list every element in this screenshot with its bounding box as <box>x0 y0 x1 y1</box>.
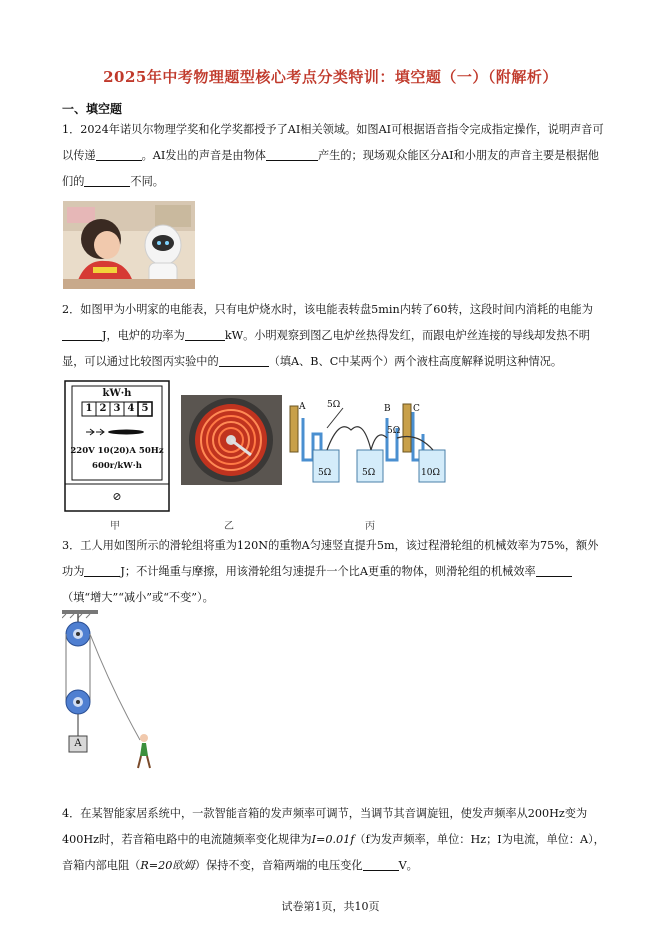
weight-a-label: A <box>74 738 82 749</box>
q1-text-2: 。AI发出的声音是由物体 <box>141 149 266 162</box>
resistor-label: 5Ω <box>318 468 332 478</box>
meter-unit: kW·h <box>102 388 132 399</box>
q2-text-3: kW。小明观察到图乙电炉丝热得发红，而跟电炉丝连接的导线却发热不明显，可以通过比较图丙实验中的 <box>62 329 590 368</box>
answer-blank[interactable] <box>536 563 572 577</box>
q2-text-1: 2．如图甲为小明家的电能表，只有电炉烧水时，该电能表转盘5min内转了60转，这段时间内消耗的电能为 <box>62 303 593 316</box>
meter-digit: 2 <box>99 403 107 414</box>
meter-digit: 4 <box>127 403 135 414</box>
tube-b-label: B <box>384 404 391 414</box>
q2-text-2: J，电炉的功率为 <box>102 329 185 342</box>
resistor-label: 5Ω <box>327 400 341 410</box>
joule-heating-apparatus <box>287 398 447 490</box>
meter-digit: 5 <box>141 403 149 414</box>
q1-text-1: 1．2024年诺贝尔物理学奖和化学奖都授予了AI相关领域。如图AI可根据语音指令完成指定操作，说明声音可以传递 <box>62 123 604 162</box>
q4-text-3: ）保持不变，音箱两端的电压变化 <box>194 859 363 872</box>
q1-text-4: 不同。 <box>130 175 164 188</box>
resistor-label: 10Ω <box>421 468 440 478</box>
meter-digit: 3 <box>113 403 121 414</box>
answer-blank[interactable] <box>84 173 130 187</box>
answer-blank[interactable] <box>219 353 269 367</box>
question-4 <box>62 801 607 879</box>
caption-a: 甲 <box>110 521 120 532</box>
answer-blank[interactable] <box>363 857 399 871</box>
child-robot-photo <box>63 201 195 289</box>
caption-b: 乙 <box>224 521 234 532</box>
question-3 <box>62 533 607 611</box>
section-heading: 一、填空题 <box>62 102 123 116</box>
q4-text-4: V。 <box>398 859 418 872</box>
q4-text-1: 4．在某智能家居系统中，一款智能音箱的发声频率可调节，当调节其音调旋钮，使发声频率从200Hz变为400Hz时，若音箱电路中的电流随频率变化规律为 <box>62 807 588 846</box>
answer-blank[interactable] <box>84 563 120 577</box>
answer-blank[interactable] <box>266 147 318 161</box>
answer-blank[interactable] <box>62 327 102 341</box>
meter-digit: 1 <box>85 403 93 414</box>
page-title: 2025年中考物理题型核心考点分类特训：填空题（一）（附解析） <box>103 68 558 86</box>
q2-text-4: （填A、B、C中某两个）两个液柱高度解释说明这种情况。 <box>268 355 563 368</box>
energy-meter-figure <box>64 380 170 512</box>
electric-stove-photo <box>181 395 282 485</box>
q4-text-2: （f为发声频率，单位：Hz；I为电流，单位：A），音箱内部电阻（ <box>62 833 605 872</box>
q1-text-3: 产生的；现场观众能区分AI和小朋友的声音主要是根据他们的 <box>62 149 599 188</box>
tube-a-label: A <box>299 402 306 412</box>
q4-resistance: R=20欧姆 <box>140 859 195 872</box>
tube-c-label: C <box>413 404 420 414</box>
question-1 <box>62 117 607 195</box>
meter-spec: 220V 10(20)A 50Hz <box>70 446 164 456</box>
q3-text-3: （填“增大”“减小”或“不变”）。 <box>62 591 214 604</box>
meter-symbol: ⊘ <box>112 490 122 503</box>
answer-blank[interactable] <box>185 327 225 341</box>
caption-c: 丙 <box>365 521 375 532</box>
question-2 <box>62 297 607 375</box>
resistor-label: 5Ω <box>362 468 376 478</box>
meter-revolutions: 600r/kW·h <box>92 461 142 471</box>
q3-text-1: 3．工人用如图所示的滑轮组将重为120N的重物A匀速竖直提升5m，该过程滑轮组的机械效率为75%，额外功为 <box>62 539 599 578</box>
q4-formula: I=0.01f <box>311 833 355 846</box>
pulley-system-figure <box>62 610 162 770</box>
answer-blank[interactable] <box>96 147 142 161</box>
page-footer: 试卷第1页，共10页 <box>281 900 380 913</box>
resistor-label: 5Ω <box>387 426 401 436</box>
q3-text-2: J；不计绳重与摩擦，用该滑轮组匀速提升一个比A更重的物体，则滑轮组的机械效率 <box>120 565 536 578</box>
